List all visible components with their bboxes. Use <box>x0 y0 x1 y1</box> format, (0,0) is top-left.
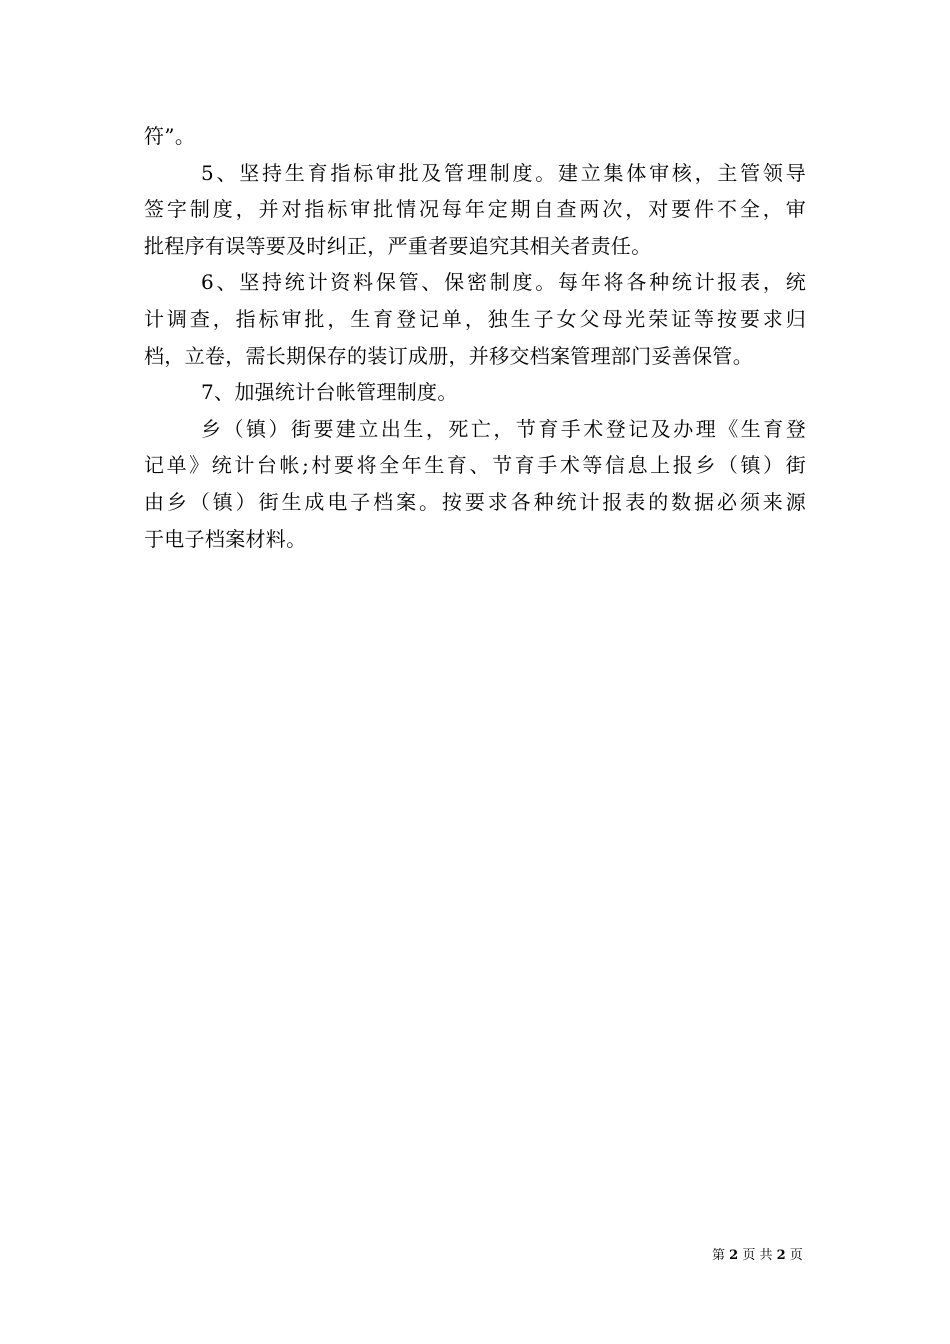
text-line-6: 计调查，指标审批，生育登记单，独生子女父母光荣证等按要求归 <box>144 306 806 331</box>
footer-total-pages: 2 <box>776 1248 786 1263</box>
text-line-8: 7、加强统计台帐管理制度。 <box>201 380 458 405</box>
footer-prefix: 第 <box>712 1248 730 1263</box>
page-footer <box>712 1248 803 1264</box>
text-line-10: 记单》统计台帐;村要将全年生育、节育手术等信息上报乡（镇）街 <box>144 453 806 478</box>
footer-middle: 页 共 <box>738 1248 777 1263</box>
footer-page-number: 2 <box>729 1248 739 1263</box>
text-line-2: 5、坚持生育指标审批及管理制度。建立集体审核，主管领导 <box>201 160 806 185</box>
text-line-4: 批程序有误等要及时纠正，严重者要追究其相关者责任。 <box>144 233 652 258</box>
text-line-7: 档，立卷，需长期保存的装订成册，并移交档案管理部门妥善保管。 <box>144 343 753 368</box>
text-line-12: 于电子档案材料。 <box>144 526 307 551</box>
footer-suffix: 页 <box>785 1248 803 1263</box>
body-text <box>144 118 806 557</box>
text-line-11: 由乡（镇）街生成电子档案。按要求各种统计报表的数据必须来源 <box>144 489 806 514</box>
text-line-5: 6、坚持统计资料保管、保密制度。每年将各种统计报表，统 <box>201 270 806 295</box>
text-line-9: 乡（镇）街要建立出生，死亡，节育手术登记及办理《生育登 <box>201 416 806 441</box>
text-line-3: 签字制度，并对指标审批情况每年定期自查两次，对要件不全，审 <box>144 197 806 222</box>
text-line-1: 符”。 <box>144 124 196 148</box>
